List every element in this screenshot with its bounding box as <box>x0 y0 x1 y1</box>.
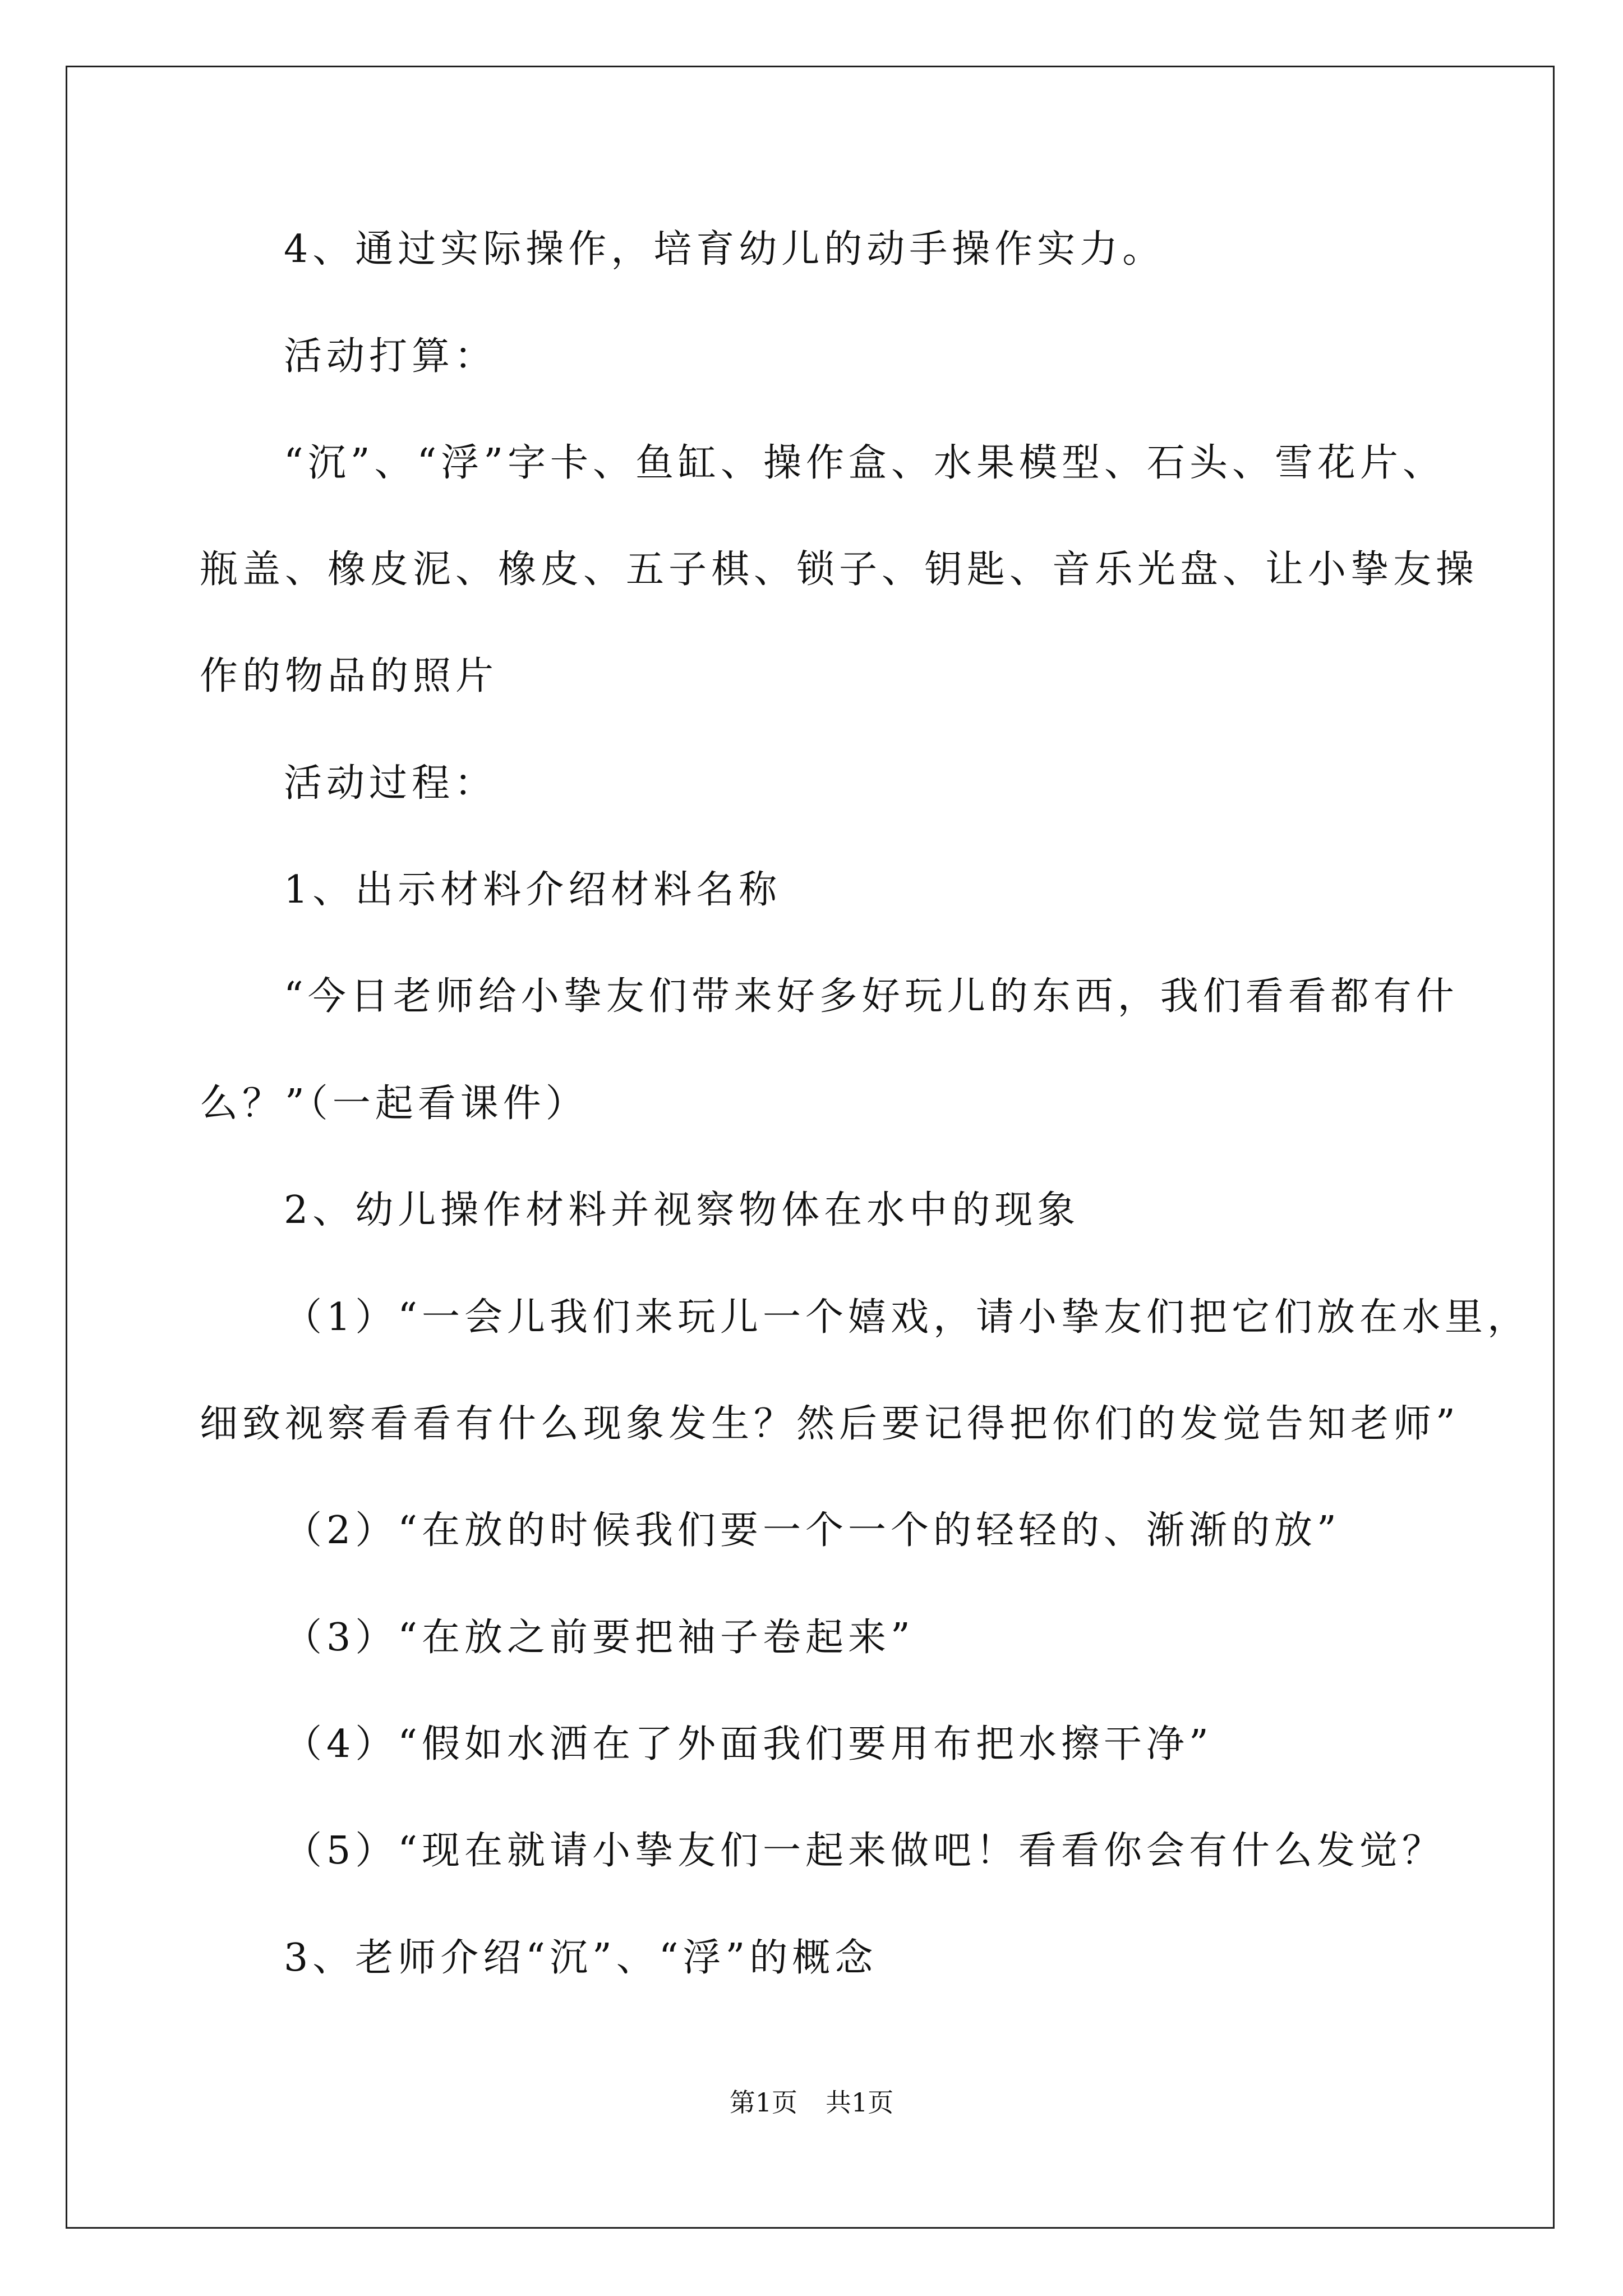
paragraph-line: “今日老师给小挚友们带来好多好玩儿的东西，我们看看都有什 <box>284 974 1459 1019</box>
paragraph-line: 活动过程： <box>284 761 497 806</box>
paragraph-line: “沉”、“浮”字卡、鱼缸、操作盒、水果模型、石头、雪花片、 <box>284 441 1446 485</box>
page-number: 第1页 <box>729 2087 797 2118</box>
paragraph-line: 1、出示材料介绍材料名称 <box>284 868 782 912</box>
page-footer <box>0 2087 1623 2118</box>
paragraph-line: 么？”（一起看课件） <box>200 1082 588 1126</box>
page-total: 共1页 <box>826 2087 894 2118</box>
paragraph-line: （1）“一会儿我们来玩儿一个嬉戏，请小挚友们把它们放在水里， <box>284 1295 1530 1340</box>
paragraph-line: 4、通过实际操作，培育幼儿的动手操作实力。 <box>284 227 1165 272</box>
paragraph-line: 细致视察看看有什么现象发生？然后要记得把你们的发觉告知老师” <box>200 1402 1460 1446</box>
paragraph-line: 3、老师介绍“沉”、“浮”的概念 <box>284 1936 878 1980</box>
paragraph-line: 2、幼儿操作材料并视察物体在水中的现象 <box>284 1188 1080 1232</box>
paragraph-line: （2）“在放的时候我们要一个一个的轻轻的、渐渐的放” <box>284 1508 1341 1553</box>
paragraph-line: 活动打算： <box>284 334 497 379</box>
paragraph-line: 作的物品的照片 <box>200 654 499 698</box>
page-border <box>66 66 1555 2229</box>
paragraph-line: （3）“在放之前要把袖子卷起来” <box>284 1616 915 1660</box>
paragraph-line: 瓶盖、橡皮泥、橡皮、五子棋、锁子、钥匙、音乐光盘、让小挚友操 <box>200 547 1479 592</box>
paragraph-line: （5）“现在就请小挚友们一起来做吧！看看你会有什么发觉？ <box>284 1829 1445 1873</box>
paragraph-line: （4）“假如水洒在了外面我们要用布把水擦干净” <box>284 1722 1213 1766</box>
